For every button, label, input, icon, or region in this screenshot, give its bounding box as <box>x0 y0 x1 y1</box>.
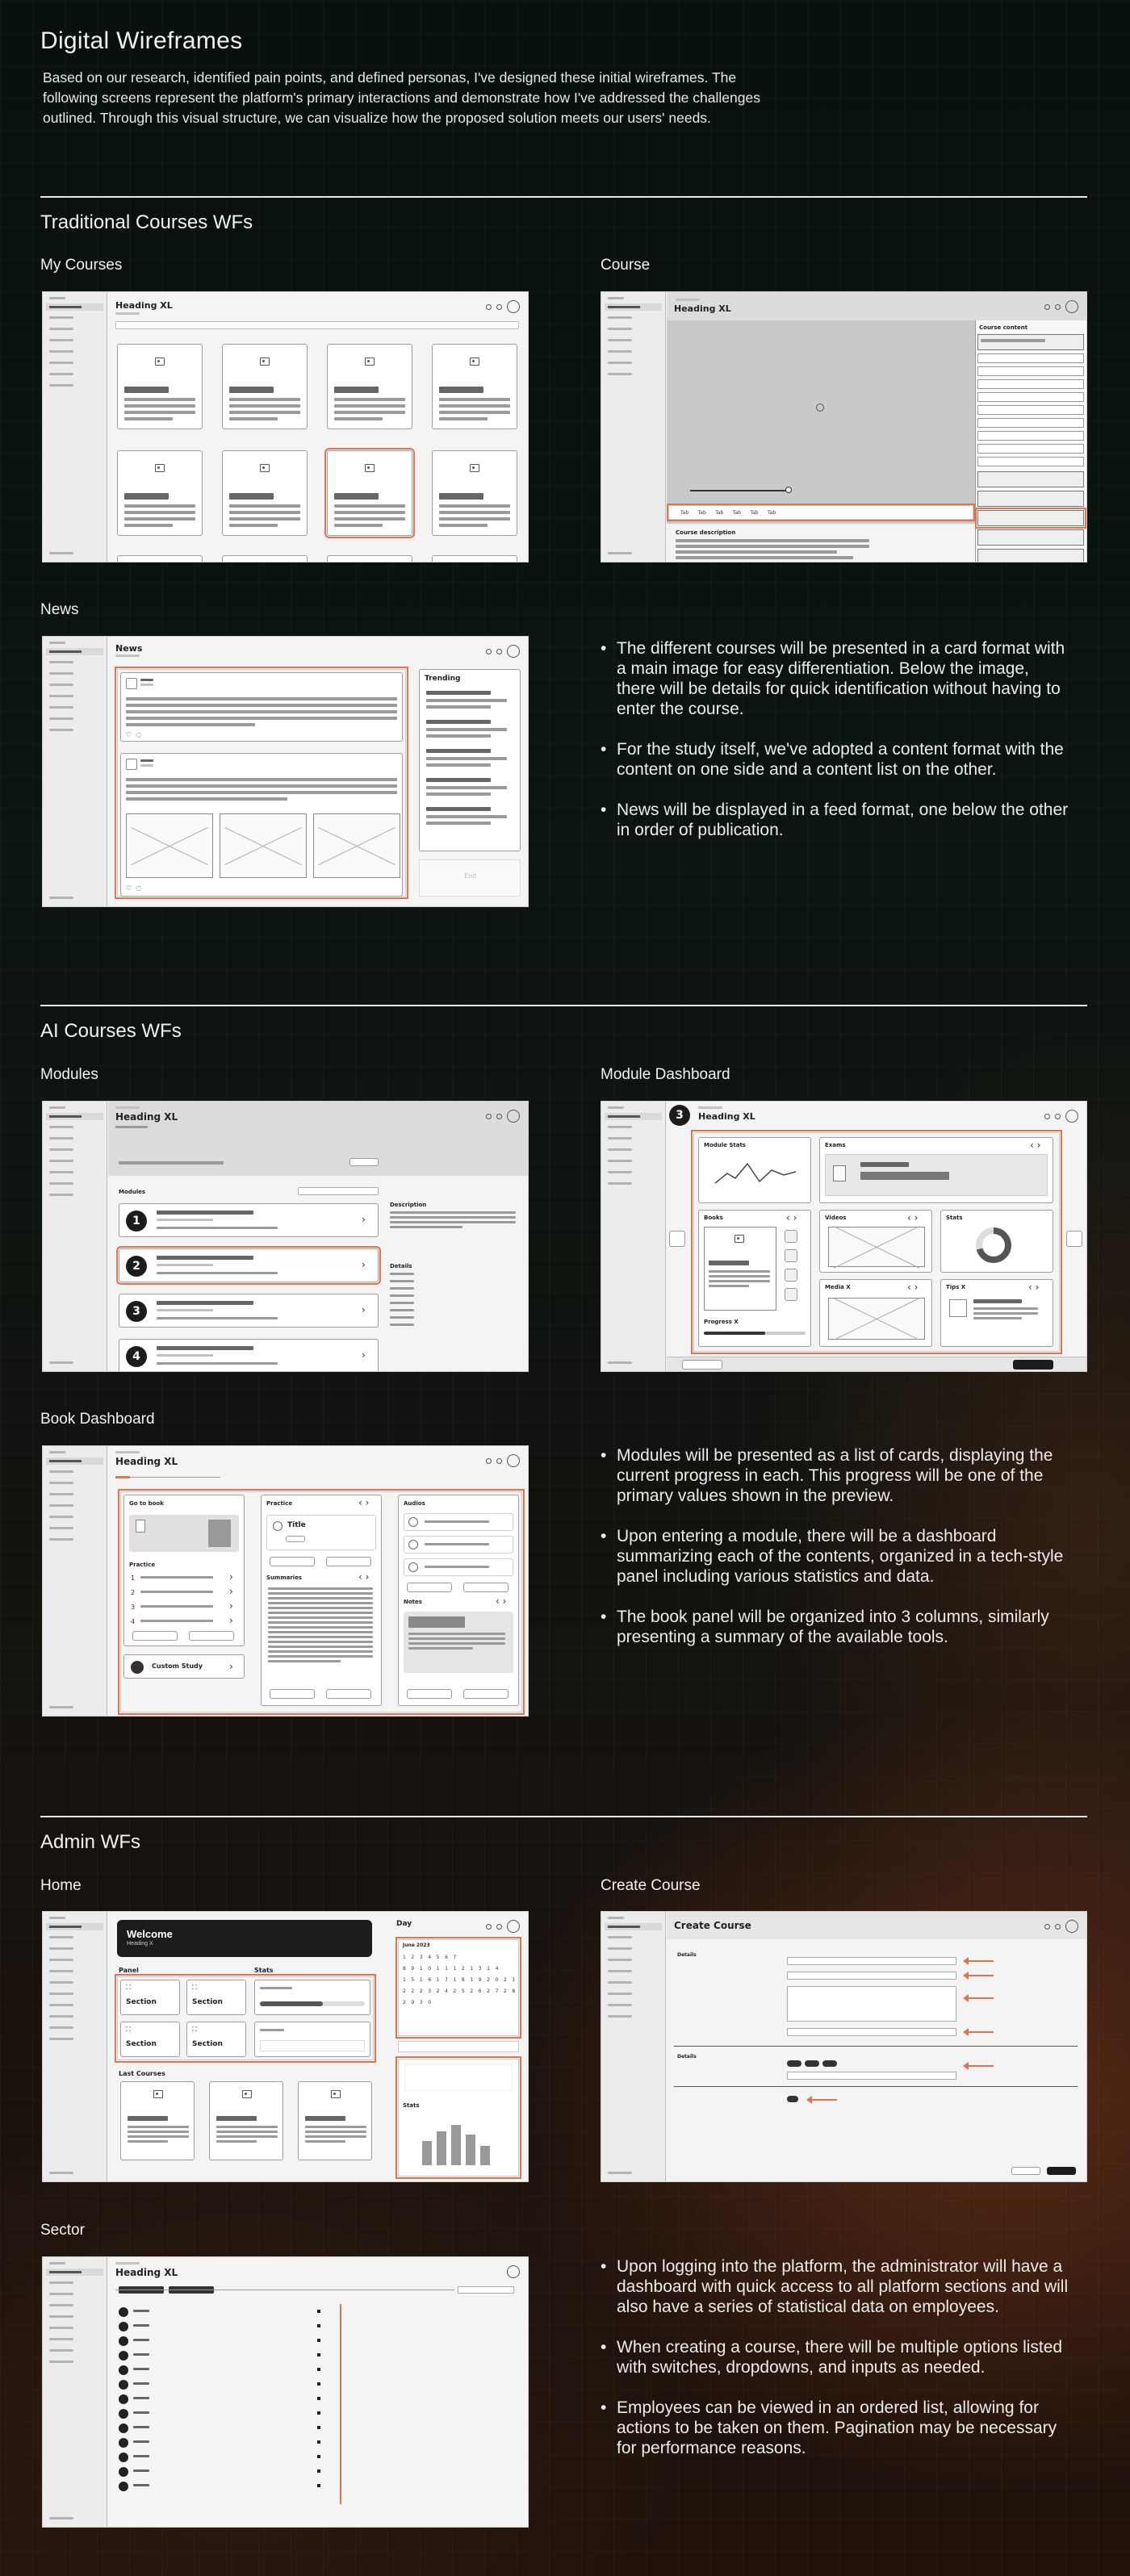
wf-heading: Heading XL <box>115 2267 178 2278</box>
details-label: Details <box>677 2054 697 2060</box>
col-title: Notes <box>404 1599 422 1605</box>
divider <box>40 1005 1087 1006</box>
stats-title: Stats <box>254 1967 274 1974</box>
stats-donut-icon <box>973 1225 1014 1265</box>
card-title: Module Stats <box>704 1142 746 1148</box>
welcome-subtitle: Heading X <box>127 1941 153 1947</box>
wireframe-create-course <box>601 1911 1087 2182</box>
col-title: Go to book <box>129 1500 164 1507</box>
wireframe-sector <box>42 2256 529 2528</box>
label-home: Home <box>40 1877 82 1894</box>
wf-heading: Heading XL <box>115 1111 178 1123</box>
card-title: Books <box>704 1215 723 1221</box>
bullet: • Modules will be presented as a list of cards, displaying the current progress in each. This progress will be one of the primary values shown in the preview. <box>601 1445 1069 1506</box>
wireframe-course: Heading XL Tab Tab Tab Tab Tab Tab Course description Course content <box>601 291 1087 562</box>
label-news: News <box>40 601 79 618</box>
intro-paragraph: Based on our research, identified pain points, and defined personas, I've designed these initial wireframes. The following screens represent the platform's primary interactions and demonstrate how I've addressed the challenges outlined. Through this visual structure, we can visualize how the proposed solution meets our users' needs. <box>43 69 760 126</box>
section-card-title: Section <box>126 2040 157 2048</box>
module-number: 4 <box>126 1346 147 1367</box>
label-module-dashboard: Module Dashboard <box>601 1066 730 1083</box>
panel-title: Panel <box>119 1967 139 1974</box>
col-title: Practice <box>129 1562 156 1568</box>
bullet: • The book panel will be organized into 3 columns, similarly presenting a summary of the available tools. <box>601 1607 1069 1647</box>
section-card-title: Section <box>192 2040 223 2048</box>
custom-study-label: Custom Study <box>152 1662 203 1670</box>
wf-heading: Create Course <box>674 1920 751 1931</box>
wireframe-news: News ♡ ◌ ♡ ◌ Trending End <box>42 636 529 907</box>
card-title: Videos <box>825 1215 847 1221</box>
news-end: End <box>464 872 477 880</box>
modules-description-title: Description <box>390 1202 427 1208</box>
bullet: • Upon logging into the platform, the administrator will have a dashboard with quick access to all platform sections and will also have a series of statistical data on employees. <box>601 2256 1069 2317</box>
section-title-ai: AI Courses WFs <box>40 1020 182 1042</box>
last-courses-title: Last Courses <box>119 2070 165 2077</box>
label-create-course: Create Course <box>601 1877 701 1894</box>
col-title: Audios <box>404 1500 425 1507</box>
traditional-bullets <box>601 638 1069 860</box>
col-title: Summaries <box>266 1574 303 1581</box>
ai-bullets <box>601 1445 1069 1667</box>
label-book-dashboard: Book Dashboard <box>40 1411 155 1428</box>
details-label: Details <box>677 1952 697 1958</box>
practice-card-title: Title <box>287 1521 306 1529</box>
card-title: Media X <box>825 1284 851 1290</box>
wf-heading: Heading XL <box>674 303 731 314</box>
wf-heading: Heading XL <box>115 1456 178 1467</box>
wf-heading: News <box>115 643 143 654</box>
section-title-admin: Admin WFs <box>40 1831 141 1853</box>
bullet: • For the study itself, we've adopted a content format with the content on one side and a content list on the other. <box>601 739 1069 780</box>
module-number: 1 <box>126 1211 147 1232</box>
wireframe-my-courses <box>42 291 529 562</box>
bullet: • News will be displayed in a feed format, one below the other in order of publication. <box>601 800 1069 840</box>
day-title: Day <box>396 1920 412 1928</box>
course-content-title: Course content <box>979 324 1028 331</box>
course-description-title: Course description <box>676 529 736 536</box>
label-sector: Sector <box>40 2222 85 2239</box>
section-card-title: Section <box>126 1998 157 2006</box>
label-modules: Modules <box>40 1066 98 1083</box>
bullet: • Employees can be viewed in an ordered list, allowing for actions to be taken on them. Pagination may be necessary for performance reasons. <box>601 2398 1069 2458</box>
modules-list-title: Modules <box>119 1189 146 1195</box>
wireframe-admin-home: Welcome Heading X Panel Stats ⛶ Section ⛶ Section ⛶ Section ⛶ Section Last Courses Day June 2023 1234567 891011121314 15161718192021 22232425262728 2930 Stats <box>42 1911 529 2182</box>
welcome-title: Welcome <box>127 1928 173 1940</box>
section-title-traditional: Traditional Courses WFs <box>40 211 253 233</box>
bullet: • The different courses will be presented in a card format with a main image for easy differentiation. Below the image, there will be details for quick identification without having to enter the course. <box>601 638 1069 719</box>
trending-title: Trending <box>425 675 461 683</box>
wf-heading: Heading XL <box>698 1111 755 1122</box>
card-title: Tips X <box>946 1284 966 1290</box>
divider <box>40 1816 1087 1817</box>
calendar-month: June 2023 <box>403 1942 430 1948</box>
admin-bullets <box>601 2256 1069 2478</box>
section-card-title: Section <box>192 1998 223 2006</box>
card-title: Exams <box>825 1142 846 1148</box>
module-step-badge: 3 <box>669 1105 690 1126</box>
modules-details-title: Details <box>390 1263 412 1269</box>
wf-heading: Heading XL <box>115 300 173 311</box>
stats-line-icon <box>715 1159 796 1191</box>
col-title: Practice <box>266 1500 293 1507</box>
progress-title: Progress X <box>704 1319 739 1325</box>
wireframe-module-dashboard: 3 Heading XL Module Stats Exams ‹ › Books ‹ › Progress X Videos ‹ › Stats Media X ‹ › Tips X ‹ › <box>601 1101 1087 1372</box>
label-course: Course <box>601 257 651 274</box>
wireframe-book-dashboard: Heading XL Go to book Practice 1 › 2 › 3 › 4 › Custom Study › Practice ‹ › Title Summaries ‹ › Audios Notes ‹ › <box>42 1445 529 1717</box>
module-number: 2 <box>126 1256 147 1277</box>
label-my-courses: My Courses <box>40 257 123 274</box>
wireframe-modules: Heading XL Modules 1 › 2 › 3 › 4 › Description Details <box>42 1101 529 1372</box>
card-title: Stats <box>946 1215 963 1221</box>
stats-chart-title: Stats <box>403 2102 420 2109</box>
divider <box>40 196 1087 198</box>
bullet: • Upon entering a module, there will be a dashboard summarizing each of the contents, organized in a tech-style panel including various statistics and data. <box>601 1526 1069 1587</box>
module-number: 3 <box>126 1301 147 1322</box>
page-title: Digital Wireframes <box>40 27 243 54</box>
bullet: • When creating a course, there will be multiple options listed with switches, dropdowns, and inputs as needed. <box>601 2337 1069 2377</box>
